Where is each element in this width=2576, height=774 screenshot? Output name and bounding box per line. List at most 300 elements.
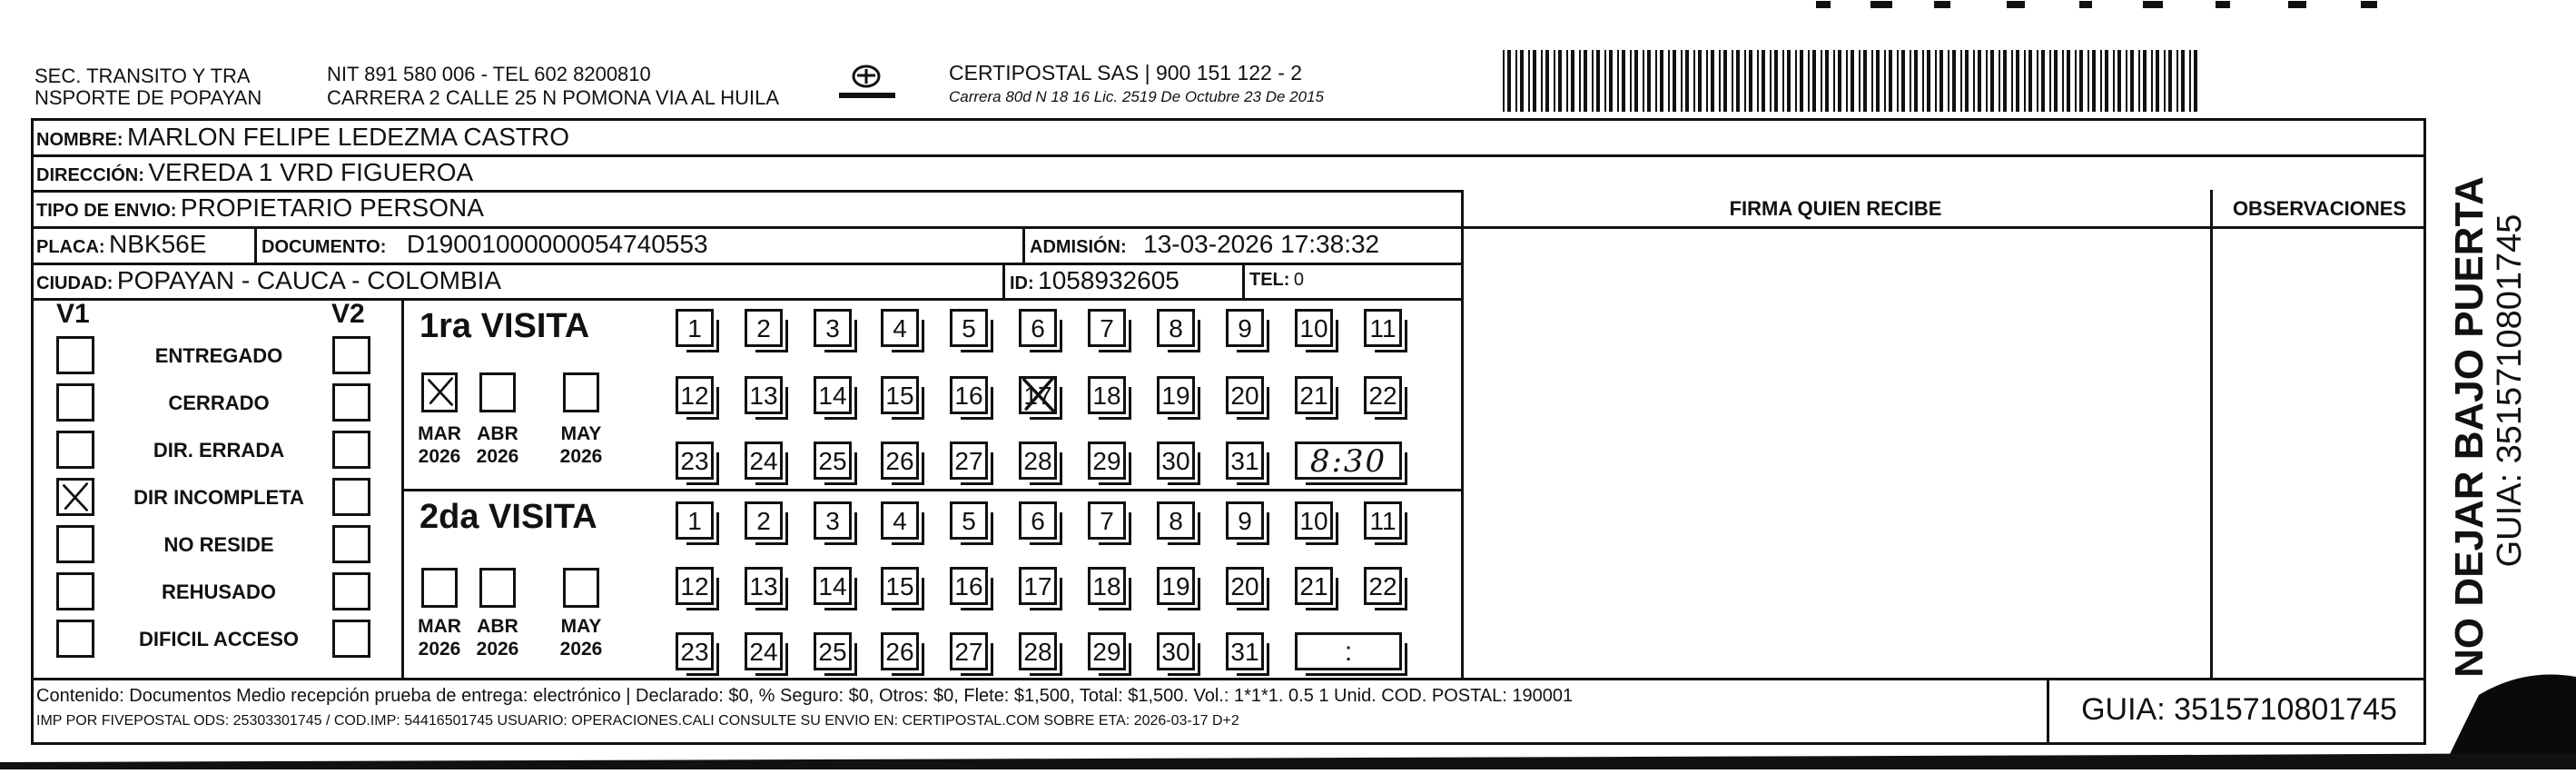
first-visit-day[interactable]	[1226, 309, 1264, 347]
first-visit-day[interactable]	[1088, 309, 1126, 347]
barcode-bar	[1812, 50, 1816, 112]
first-visit-day[interactable]	[950, 309, 988, 347]
barcode-bar	[1698, 50, 1702, 112]
barcode-bar	[2016, 50, 2019, 112]
year-label: 2026	[476, 639, 519, 660]
barcode-bar	[1859, 50, 1860, 112]
barcode-bar	[1871, 50, 1873, 112]
barcode-bar	[1736, 50, 1740, 112]
barcode-bar	[1693, 50, 1695, 112]
second-visit-time-box[interactable]	[1295, 632, 1402, 670]
day-number: 13	[749, 572, 778, 600]
footer-guia: GUIA: 3515710801745	[2081, 692, 2397, 727]
first-visit-day[interactable]	[745, 442, 783, 480]
first-visit-day[interactable]	[814, 309, 852, 347]
month-label: ABR	[477, 616, 518, 637]
barcode-bar	[1749, 50, 1752, 112]
barcode-bar	[1723, 50, 1727, 112]
first-visit-day[interactable]	[881, 376, 919, 414]
day-number: 31	[1230, 447, 1259, 475]
barcode-bar	[1851, 50, 1854, 112]
v2-checkbox[interactable]	[332, 478, 370, 516]
barcode-bar	[1986, 50, 1988, 112]
first-visit-day[interactable]	[676, 309, 714, 347]
barcode-bar	[1973, 50, 1975, 112]
day-number: 14	[818, 382, 847, 410]
day-number: 7	[1100, 507, 1114, 535]
second-visit-day[interactable]	[1088, 632, 1126, 670]
first-visit-day[interactable]	[1019, 309, 1057, 347]
day-number: 25	[818, 447, 847, 475]
day-number: 23	[680, 447, 709, 475]
day-number: 6	[1031, 314, 1045, 342]
first-visit-day[interactable]	[1295, 376, 1333, 414]
barcode-bar	[1507, 50, 1511, 112]
year-label: 2026	[418, 639, 461, 660]
barcode-bar	[1545, 50, 1549, 112]
barcode-bar	[1999, 50, 2000, 112]
barcode-bar	[1566, 50, 1568, 112]
v2-checkbox[interactable]	[332, 336, 370, 374]
placa-value: NBK56E	[109, 230, 207, 258]
day-number: 18	[1092, 382, 1121, 410]
barcode-bar	[2041, 50, 2045, 112]
day-number: 3	[825, 314, 840, 342]
day-number: 5	[962, 507, 976, 535]
day-number: 2	[756, 507, 771, 535]
month-label: MAR	[418, 423, 461, 444]
barcode-bar	[2079, 50, 2083, 112]
barcode-bar	[1846, 50, 1848, 112]
barcode-bar	[1897, 50, 1899, 112]
first-visit-day[interactable]	[1295, 309, 1333, 347]
tipo-envio-value: PROPIETARIO PERSONA	[180, 194, 484, 222]
day-number: 5	[962, 314, 976, 342]
direccion-label: DIRECCIÓN:	[36, 165, 144, 185]
first-visit-day[interactable]	[881, 309, 919, 347]
day-number: 9	[1238, 507, 1252, 535]
barcode-bar	[1711, 50, 1714, 112]
barcode-bar	[1863, 50, 1867, 112]
barcode-bar	[2100, 50, 2102, 112]
nombre-label: NOMBRE:	[36, 130, 123, 150]
day-number: 16	[954, 382, 983, 410]
barcode-bar	[2189, 50, 2191, 112]
v2-checkbox[interactable]	[332, 431, 370, 469]
barcode-bar	[1910, 50, 1911, 112]
barcode-bar	[1821, 50, 1822, 112]
tipo-envio-label: TIPO DE ENVIO:	[36, 201, 177, 221]
sender-address: CARRERA 2 CALLE 25 N POMONA VIA AL HUILA	[327, 86, 780, 109]
ciudad-value: POPAYAN - CAUCA - COLOMBIA	[116, 266, 502, 294]
barcode-bar	[1732, 50, 1733, 112]
day-number: 3	[825, 507, 840, 535]
status-reason-label: DIR. ERRADA	[153, 439, 285, 461]
direccion-row	[36, 159, 473, 185]
barcode-bar	[2126, 50, 2127, 112]
barcode-bar	[1533, 50, 1536, 112]
v1-header: V1	[56, 299, 90, 329]
first-visit-day[interactable]	[881, 442, 919, 480]
day-number: 11	[1369, 507, 1397, 535]
day-number: 28	[1023, 638, 1052, 666]
second-visit-day[interactable]	[745, 567, 783, 605]
month-checkbox[interactable]	[563, 568, 599, 608]
day-number: 2	[756, 314, 771, 342]
second-visit-day[interactable]	[1019, 632, 1057, 670]
barcode-bar	[2092, 50, 2096, 112]
nombre-row	[36, 124, 569, 150]
barcode-bar	[1719, 50, 1721, 112]
day-number: 30	[1161, 638, 1190, 666]
day-number: 25	[818, 638, 847, 666]
second-visit-day[interactable]	[950, 632, 988, 670]
month-checkbox[interactable]	[563, 372, 599, 412]
barcode-bar	[2075, 50, 2077, 112]
barcode-bar	[2176, 50, 2178, 112]
barcode-bar	[2028, 50, 2032, 112]
barcode-bar	[1757, 50, 1759, 112]
day-number: 17	[1023, 382, 1052, 410]
v1-checkbox[interactable]	[56, 431, 94, 469]
month-label: MAY	[560, 616, 602, 637]
barcode-bar	[1643, 50, 1644, 112]
day-number: 21	[1299, 382, 1328, 410]
month-checkbox[interactable]	[421, 568, 458, 608]
sender-line-1: SEC. TRANSITO Y TRA	[35, 64, 251, 87]
day-number: 7	[1100, 314, 1114, 342]
barcode-bar	[1554, 50, 1555, 112]
barcode-bar	[2011, 50, 2013, 112]
second-visit-day[interactable]	[1226, 501, 1264, 540]
day-number: 22	[1368, 382, 1397, 410]
first-visit-day[interactable]	[676, 376, 714, 414]
id-label: ID:	[1010, 273, 1034, 293]
day-number: 19	[1161, 382, 1190, 410]
barcode-bar	[2168, 50, 2172, 112]
day-number: 1	[687, 507, 702, 535]
first-visit-day[interactable]	[676, 442, 714, 480]
barcode-bar	[2087, 50, 2089, 112]
barcode-bar	[2105, 50, 2108, 112]
v1-checkbox[interactable]	[56, 620, 94, 658]
barcode-bar	[2049, 50, 2051, 112]
barcode-bar	[2164, 50, 2166, 112]
no-dejar-text: NO DEJAR BAJO PUERTA	[2446, 176, 2492, 678]
barcode-bar	[1503, 50, 1505, 112]
admision-cell	[1030, 231, 1379, 257]
second-visit-title: 2da VISITA	[419, 498, 597, 536]
first-visit-day[interactable]	[745, 309, 783, 347]
barcode-bar	[1787, 50, 1791, 112]
second-visit-day[interactable]	[814, 632, 852, 670]
barcode-bar	[1655, 50, 1657, 112]
second-visit-day[interactable]	[745, 632, 783, 670]
day-number: 1	[687, 314, 702, 342]
barcode-bar	[1774, 50, 1778, 112]
time-text: 8:30	[1309, 443, 1387, 480]
tipo-envio-row	[36, 194, 484, 221]
v2-checkbox[interactable]	[332, 525, 370, 563]
barcode-bar	[1685, 50, 1689, 112]
second-visit-day[interactable]	[1295, 501, 1333, 540]
second-visit-day[interactable]	[1157, 567, 1195, 605]
day-number: 27	[954, 447, 983, 475]
barcode-bar	[1584, 50, 1587, 112]
second-visit-day[interactable]	[676, 567, 714, 605]
barcode-bar	[1990, 50, 1994, 112]
barcode-bar	[1617, 50, 1619, 112]
day-number: 20	[1230, 572, 1259, 600]
barcode-bar	[1660, 50, 1663, 112]
second-visit-day[interactable]	[745, 501, 783, 540]
day-number: 26	[885, 447, 914, 475]
carrier-license: Carrera 80d N 18 16 Lic. 2519 De Octubre 23 De 2015	[949, 88, 1324, 105]
nombre-value: MARLON FELIPE LEDEZMA CASTRO	[127, 123, 569, 151]
day-number: 12	[680, 382, 709, 410]
first-visit-day[interactable]	[1157, 442, 1195, 480]
month-checkbox[interactable]	[421, 372, 458, 412]
sender-line-2: NSPORTE DE POPAYAN	[35, 86, 262, 109]
first-visit-day[interactable]	[1364, 309, 1402, 347]
first-visit-day[interactable]	[1226, 376, 1264, 414]
barcode-bar	[2062, 50, 2064, 112]
documento-value: D19001000000054740553	[406, 230, 708, 258]
barcode-bar	[2156, 50, 2159, 112]
day-number: 8	[1169, 507, 1183, 535]
status-reason-label: DIFICIL ACCESO	[138, 628, 299, 650]
barcode-bar	[1681, 50, 1683, 112]
barcode-bar	[1952, 50, 1956, 112]
first-visit-day[interactable]	[1088, 442, 1126, 480]
guia-vertical-text: GUIA: 3515710801745	[2491, 213, 2530, 568]
second-visit-day[interactable]	[1226, 567, 1264, 605]
v2-checkbox[interactable]	[332, 383, 370, 422]
day-number: 19	[1161, 572, 1190, 600]
first-visit-day[interactable]	[745, 376, 783, 414]
barcode-bar	[1948, 50, 1949, 112]
barcode-bar	[1960, 50, 1962, 112]
barcode-bar	[1706, 50, 1708, 112]
year-label: 2026	[559, 639, 603, 660]
barcode-bar	[1673, 50, 1676, 112]
barcode-bar	[1770, 50, 1772, 112]
second-visit-day[interactable]	[1088, 567, 1126, 605]
barcode-bar	[1647, 50, 1651, 112]
first-visit-day[interactable]	[950, 442, 988, 480]
second-visit-day[interactable]	[1157, 501, 1195, 540]
day-number: 13	[749, 382, 778, 410]
placa-cell	[36, 231, 206, 257]
ciudad-cell	[36, 267, 501, 293]
second-visit-day[interactable]	[1157, 632, 1195, 670]
second-visit-day[interactable]	[676, 501, 714, 540]
sender-nit: NIT 891 580 006 - TEL 602 8200810	[327, 63, 651, 85]
first-visit-time-box[interactable]	[1295, 442, 1402, 480]
barcode-bar	[2138, 50, 2140, 112]
second-visit-day[interactable]	[676, 632, 714, 670]
barcode-bar	[1782, 50, 1784, 112]
barcode-bar	[2054, 50, 2058, 112]
day-number: 4	[893, 507, 907, 535]
day-number: 6	[1031, 507, 1045, 535]
barcode-bar	[1795, 50, 1797, 112]
second-visit-day[interactable]	[1088, 501, 1126, 540]
year-label: 2026	[559, 446, 603, 467]
first-visit-day[interactable]	[1226, 442, 1264, 480]
second-visit-day[interactable]	[950, 501, 988, 540]
second-visit-day[interactable]	[881, 567, 919, 605]
first-visit-day[interactable]	[1019, 442, 1057, 480]
barcode	[1503, 50, 2206, 114]
barcode-bar	[1622, 50, 1625, 112]
observaciones-header: OBSERVACIONES	[2232, 197, 2407, 220]
v2-checkbox[interactable]	[332, 620, 370, 658]
status-reason-label: CERRADO	[168, 392, 270, 414]
guia-vertical	[2488, 109, 2533, 745]
day-number: 8	[1169, 314, 1183, 342]
barcode-bar	[1800, 50, 1803, 112]
day-number: 31	[1230, 638, 1259, 666]
second-visit-day[interactable]	[1295, 567, 1333, 605]
day-number: 21	[1299, 572, 1328, 600]
barcode-bar	[1596, 50, 1600, 112]
v2-checkbox[interactable]	[332, 572, 370, 610]
v1-checkbox[interactable]	[56, 572, 94, 610]
first-visit-title: 1ra VISITA	[419, 307, 590, 345]
barcode-bar	[2113, 50, 2115, 112]
second-visit-day[interactable]	[814, 567, 852, 605]
day-number: 12	[680, 572, 709, 600]
second-visit-day[interactable]	[881, 501, 919, 540]
day-number: 26	[885, 638, 914, 666]
first-visit-day[interactable]	[1088, 376, 1126, 414]
day-number: 4	[893, 314, 907, 342]
first-visit-day[interactable]	[1157, 376, 1195, 414]
barcode-bar	[1889, 50, 1892, 112]
barcode-bar	[1825, 50, 1829, 112]
id-cell	[1010, 267, 1179, 293]
day-number: 15	[885, 572, 914, 600]
day-number: 24	[749, 638, 778, 666]
barcode-bar	[2130, 50, 2134, 112]
day-number: 23	[680, 638, 709, 666]
month-checkbox[interactable]	[479, 568, 516, 608]
admision-value: 13-03-2026 17:38:32	[1143, 230, 1380, 258]
barcode-bar	[2143, 50, 2147, 112]
year-label: 2026	[476, 446, 519, 467]
barcode-bar	[1838, 50, 1841, 112]
barcode-bar	[1808, 50, 1810, 112]
day-x-mark	[1018, 373, 1060, 424]
barcode-bar	[1630, 50, 1632, 112]
day-number: 11	[1369, 314, 1397, 342]
first-visit-day[interactable]	[950, 376, 988, 414]
month-checkbox[interactable]	[479, 372, 516, 412]
barcode-bar	[1520, 50, 1524, 112]
first-visit-day[interactable]	[814, 442, 852, 480]
barcode-bar	[1604, 50, 1606, 112]
barcode-bar	[1927, 50, 1930, 112]
barcode-bar	[1634, 50, 1638, 112]
footer-print-line: IMP POR FIVEPOSTAL ODS: 25303301745 / COD.IMP: 54416501745 USUARIO: OPERACIONES.CALI CONSULTE SU ENVIO EN: CERTIPOSTAL.COM SOBRE ETA: 2026-03-17 D+2	[36, 713, 1239, 729]
barcode-bar	[1571, 50, 1574, 112]
barcode-bar	[2151, 50, 2153, 112]
barcode-bar	[2194, 50, 2197, 112]
second-visit-day[interactable]	[1019, 567, 1057, 605]
month-label: MAR	[418, 616, 461, 637]
second-visit-day[interactable]	[1019, 501, 1057, 540]
tel-cell	[1249, 271, 1304, 290]
second-visit-day[interactable]	[814, 501, 852, 540]
status-reason-label: REHUSADO	[162, 580, 276, 603]
month-label: MAY	[560, 423, 602, 444]
first-visit-day[interactable]	[1019, 376, 1057, 414]
status-reason-label: NO RESIDE	[163, 533, 274, 556]
barcode-bar	[2181, 50, 2185, 112]
day-number: 28	[1023, 447, 1052, 475]
tel-value: 0	[1293, 270, 1305, 290]
second-visit-day[interactable]	[1226, 632, 1264, 670]
day-number: 10	[1299, 507, 1328, 535]
year-label: 2026	[418, 446, 461, 467]
v1-checkbox[interactable]	[56, 383, 94, 422]
day-number: 10	[1299, 314, 1328, 342]
barcode-bar	[1668, 50, 1670, 112]
admision-label: ADMISIÓN:	[1030, 237, 1127, 257]
barcode-bar	[2003, 50, 2007, 112]
second-visit-day[interactable]	[950, 567, 988, 605]
day-number: 15	[885, 382, 914, 410]
first-visit-day[interactable]	[1157, 309, 1195, 347]
barcode-bar	[1884, 50, 1886, 112]
time-text: :	[1344, 637, 1353, 667]
barcode-bar	[2024, 50, 2026, 112]
barcode-bar	[2067, 50, 2070, 112]
day-number: 18	[1092, 572, 1121, 600]
barcode-bar	[1744, 50, 1746, 112]
v1-checkbox[interactable]	[56, 336, 94, 374]
barcode-bar	[1965, 50, 1969, 112]
direccion-value: VEREDA 1 VRD FIGUEROA	[148, 158, 474, 186]
barcode-bar	[1914, 50, 1918, 112]
placa-label: PLACA:	[36, 237, 105, 257]
day-number: 30	[1161, 447, 1190, 475]
day-number: 14	[818, 572, 847, 600]
v1-checkbox[interactable]	[56, 478, 94, 516]
status-reason-label: DIR INCOMPLETA	[133, 486, 304, 509]
first-visit-day[interactable]	[1364, 376, 1402, 414]
month-label: ABR	[477, 423, 518, 444]
barcode-bar	[2037, 50, 2038, 112]
second-visit-day[interactable]	[881, 632, 919, 670]
day-number: 17	[1023, 572, 1052, 600]
footer-content-line: Contenido: Documentos Medio recepción prueba de entrega: electrónico | Declarado: $0, % Seguro: $0, Otros: $0, Flete: $1,500, Total: $1,500. Vol.: 1*1*1. 0.5 1 Unid. COD. POSTAL: 190001	[36, 686, 1574, 706]
v2-header: V2	[331, 299, 365, 329]
second-visit-day[interactable]	[1364, 567, 1402, 605]
barcode-bar	[1558, 50, 1562, 112]
barcode-bar	[1762, 50, 1765, 112]
day-number: 16	[954, 572, 983, 600]
v1-checkbox[interactable]	[56, 525, 94, 563]
second-visit-day[interactable]	[1364, 501, 1402, 540]
first-visit-day[interactable]	[814, 376, 852, 414]
documento-label: DOCUMENTO:	[262, 237, 387, 257]
day-number: 9	[1238, 314, 1252, 342]
carrier-name: CERTIPOSTAL SAS | 900 151 122 - 2	[949, 61, 1303, 84]
barcode-bar	[1876, 50, 1880, 112]
barcode-bar	[1592, 50, 1594, 112]
